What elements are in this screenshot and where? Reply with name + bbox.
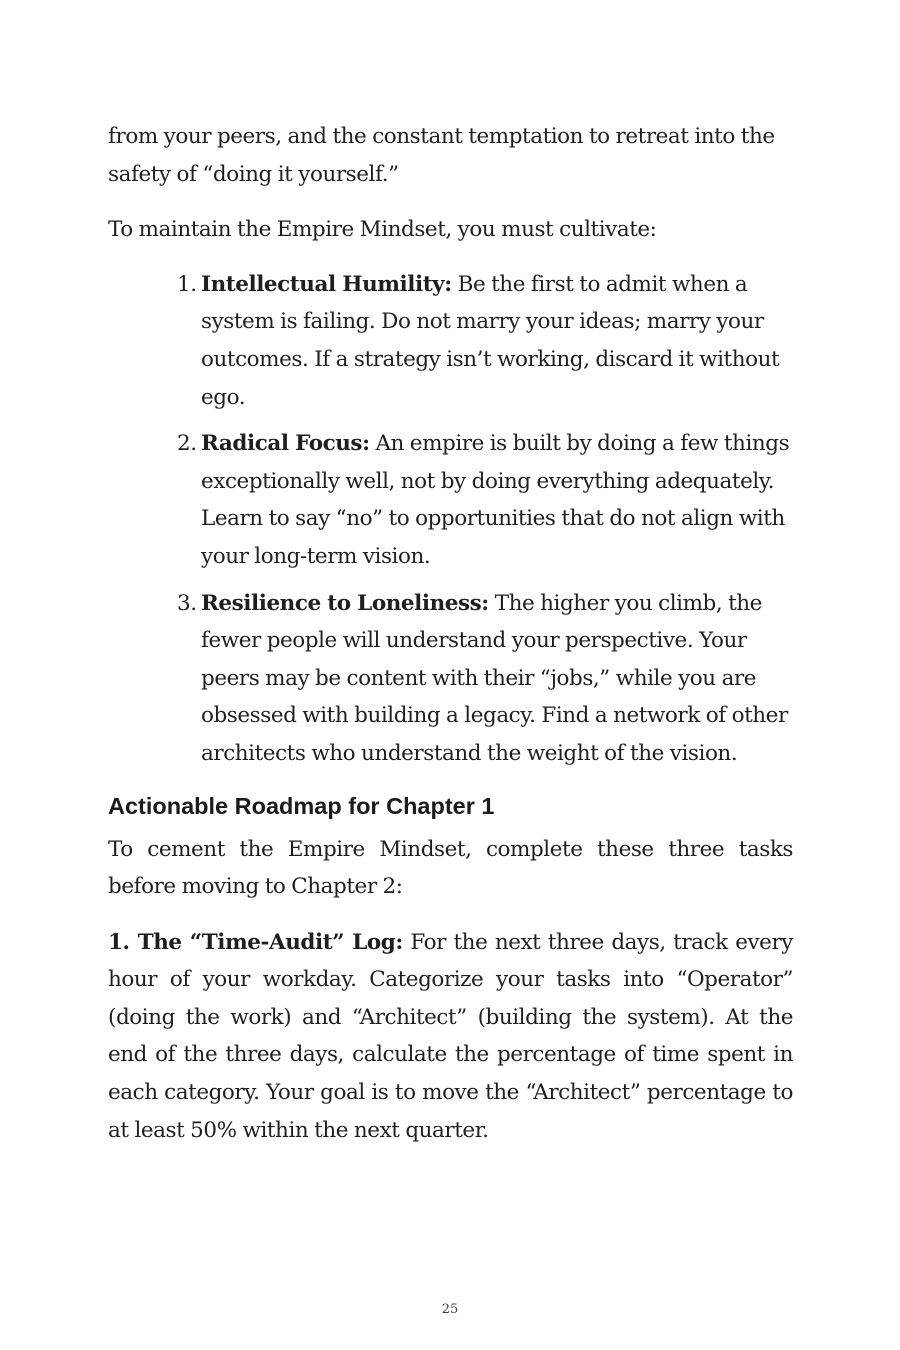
- list-item-title: Intellectual Humility:: [201, 271, 452, 297]
- continuation-paragraph: from your peers, and the constant temptation to retreat into the safety of “doing it yourself.”: [108, 124, 775, 187]
- task-title: 1. The “Time-Audit” Log:: [108, 929, 403, 955]
- list-item-title: Resilience to Loneliness:: [201, 590, 489, 616]
- list-item-title: Radical Focus:: [201, 431, 370, 457]
- list-item-number: 2.: [177, 431, 197, 457]
- list-item-text: Be the first to admit when a system is failing. Do not marry your ideas; marry your outcomes. If a strategy isn’t working, discard it without ego.: [201, 271, 780, 410]
- list-item: [108, 266, 793, 416]
- section-heading: Actionable Roadmap for Chapter 1: [108, 792, 495, 819]
- list-item-text: The higher you climb, the fewer people will understand your perspective. Your peers may be content with their “jobs,” while you are obsessed with building a legacy. Find a network of other architects who understand the weight of the vision.: [201, 590, 788, 766]
- mindset-list: [108, 266, 793, 773]
- intro-paragraph: To maintain the Empire Mindset, you must cultivate:: [108, 217, 657, 243]
- list-item: [108, 425, 793, 575]
- page-number: 25: [441, 1302, 459, 1317]
- page-body: [108, 118, 793, 1149]
- list-item-text: An empire is built by doing a few things exceptionally well, not by doing everything adequately. Learn to say “no” to opportunities that do not align with your long-term vision.: [201, 431, 790, 569]
- list-item: [108, 585, 793, 773]
- list-item-number: 1.: [177, 271, 197, 297]
- section-intro-paragraph: To cement the Empire Mindset, complete these three tasks before moving to Chapter 2:: [108, 836, 793, 900]
- task-paragraph: [108, 924, 793, 1150]
- task-text: For the next three days, track every hour of your workday. Categorize your tasks into “Operator” (doing the work) and “Architect” (building the system). At the end of the three days, calculate the percentage of time spent in each category. Your goal is to move the “Architect” percentage to at least 50% within the next quarter.: [108, 929, 793, 1143]
- list-item-number: 3.: [177, 590, 197, 616]
